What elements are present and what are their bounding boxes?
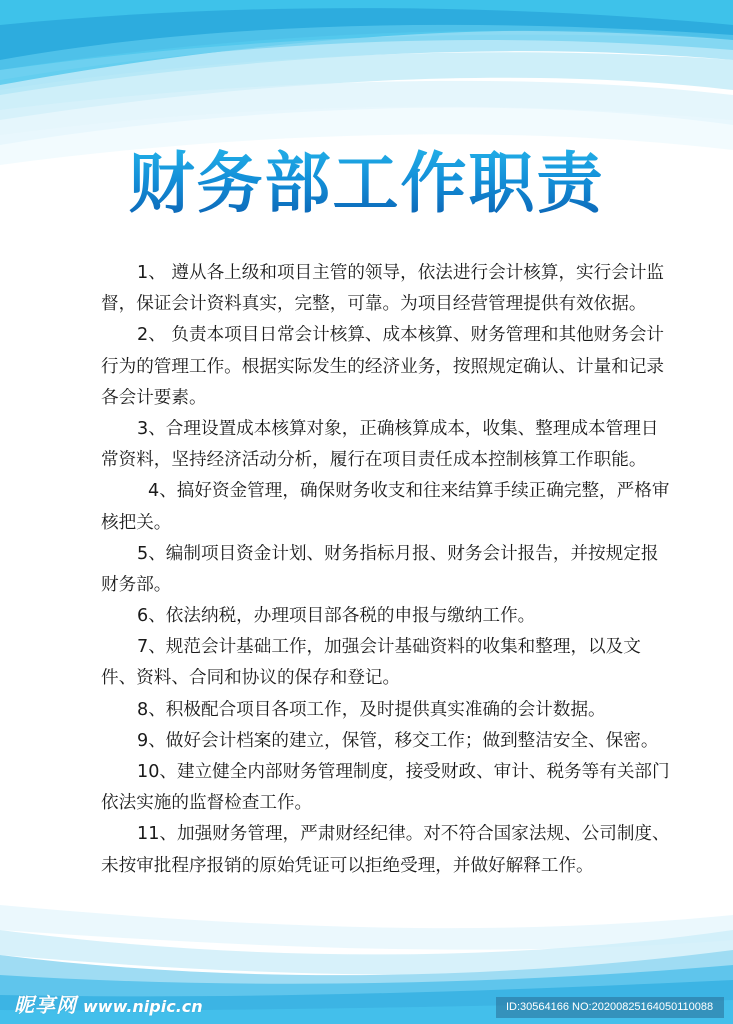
- list-item-10-line-1: 10、建立健全内部财务管理制度，接受财政、审计、税务等有关部门: [137, 762, 670, 782]
- list-item-2-line-1: 2、 负责本项目日常会计核算、成本核算、财务管理和其他财务会计: [137, 325, 665, 346]
- duty-list: [101, 258, 691, 882]
- list-item-8-line-1: 8、积极配合项目各项工作，及时提供真实准确的会计数据。: [137, 699, 606, 720]
- list-item-9-line-1: 9、做好会计档案的建立，保管，移交工作；做到整洁安全、保密。: [137, 730, 659, 751]
- list-item-3-line-2: 常资料，坚持经济活动分析，履行在项目责任成本控制核算工作职能。: [101, 450, 647, 471]
- list-item-3-line-1: 3、合理设置成本核算对象，正确核算成本，收集、整理成本管理日: [137, 418, 659, 439]
- list-item-7-line-2: 件、资料、合同和协议的保存和登记。: [101, 668, 401, 689]
- list-item-4-line-1: 4、搞好资金管理，确保财务收支和往来结算手续正确完整，严格审: [148, 481, 670, 502]
- list-item-2-line-2: 行为的管理工作。根据实际发生的经济业务，按照规定确认、计量和记录: [101, 356, 665, 377]
- list-item-1-line-2: 督，保证会计资料真实，完整，可靠。为项目经营管理提供有效依据。: [101, 294, 647, 315]
- watermark-logo-text: 昵享网: [14, 993, 77, 1017]
- page-title: 财务部工作职责: [0, 142, 733, 226]
- list-item-4-line-2: 核把关。: [101, 512, 172, 533]
- list-item-5-line-2: 财务部。: [101, 574, 172, 595]
- list-item-11-line-1: 11、加强财务管理，严肃财经纪律。对不符合国家法规、公司制度、: [137, 824, 670, 845]
- list-item-11-line-2: 未按审批程序报销的原始凭证可以拒绝受理，并做好解释工作。: [101, 855, 594, 876]
- list-item-7-line-1: 7、规范会计基础工作，加强会计基础资料的收集和整理，以及文: [137, 637, 641, 658]
- list-item-1-line-1: 1、 遵从各上级和项目主管的领导，依法进行会计核算，实行会计监: [137, 263, 665, 283]
- watermark-id-badge: ID:30564166 NO:20200825164050110088: [496, 997, 724, 1018]
- watermark-url: www.nipic.cn: [83, 997, 203, 1016]
- watermark-logo: [14, 989, 203, 1018]
- list-item-10-line-2: 依法实施的监督检查工作。: [101, 793, 313, 814]
- list-item-5-line-1: 5、编制项目资金计划、财务指标月报、财务会计报告，并按规定报: [137, 543, 659, 564]
- list-item-6-line-1: 6、依法纳税，办理项目部各税的申报与缴纳工作。: [137, 606, 536, 627]
- list-item-2-line-3: 各会计要素。: [101, 387, 207, 408]
